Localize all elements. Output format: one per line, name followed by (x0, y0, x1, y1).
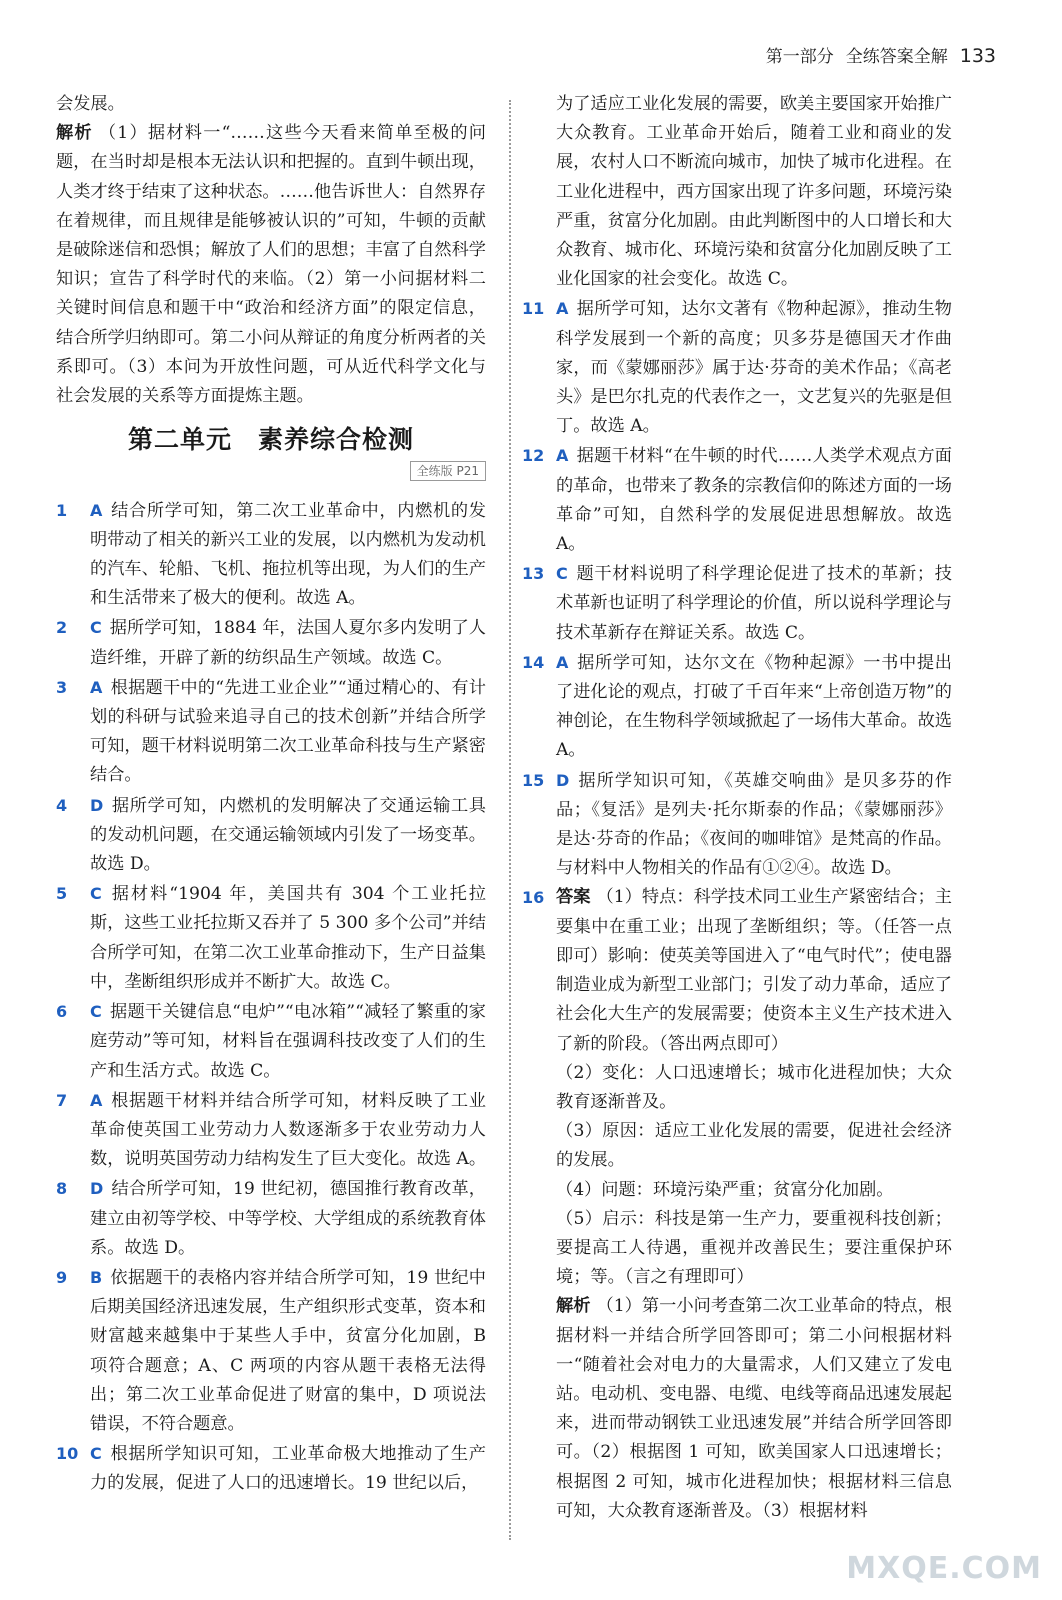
explanation-text: 据所学可知，达尔文著有《物种起源》，推动生物科学发展到一个新的高度；贝多芬是德国天才作曲家，而《蒙娜丽莎》属于达·芬奇的美术作品；《高老头》是巴尔扎克的代表作之一，文艺复兴的先驱是但丁。故选 A。 (556, 299, 952, 437)
question-body (90, 1439, 486, 1498)
explanation-text: 据题干材料“在牛顿的时代……人类学术观点方面的革命，也带来了教条的宗教信仰的陈述方面的一场革命”可知，自然科学的发展促进思想解放。故选 A。 (556, 446, 952, 555)
question-body (90, 1086, 486, 1175)
question-number: 15 (522, 770, 545, 790)
explanation-text: 题干材料说明了科学理论促进了技术的革新；技术革新也证明了科学理论的价值，所以说科学理论与技术革新存在辩证关系。故选 C。 (556, 564, 952, 643)
question-item (56, 879, 486, 997)
question-item (56, 1439, 486, 1498)
explanation-text: 据所学可知，达尔文在《物种起源》一书中提出了进化论的观点，打破了千百年来“上帝创造万物”的神创论，在生物科学领域掀起了一场伟大革命。故选 A。 (556, 652, 952, 761)
question-number: 11 (522, 299, 545, 319)
question-item (522, 559, 952, 648)
question-number: 13 (522, 564, 545, 584)
analysis-text: （1）据材料一“……这些今天看来简单至极的问题，在当时却是根本无法认识和把握的。直到牛顿出现，人类才终于结束了这种状态。……他告诉世人：自然界存在着规律，而且规律是能够被认识的”可知，牛顿的贡献是破除迷信和恐惧；解放了人们的思想；丰富了自然科学知识；宣告了科学时代的来临。（2）第一小问据材料二关键时间信息和题干中“政治和经济方面”的限定信息，结合所学归纳即可。第二小问从辩证的角度分析两者的关系即可。（3）本问为开放性问题，可从近代科学文化与社会发展的关系等方面提炼主题。 (56, 123, 486, 407)
question-number: 8 (56, 1179, 68, 1199)
unit-title: 第二单元 素养综合检测 (127, 425, 414, 455)
answer-choice: A (556, 446, 569, 466)
question-body (556, 648, 952, 766)
explanation-text: 依据题干的表格内容并结合所学可知，19 世纪中后期美国经济迅速发展，生产组织形式变革，资本和财富越来越集中于某些人手中，贫富分化加剧，B 项符合题意；A、C 两项的内容从题干表格无法得出；第二次工业革命促进了财富的集中，D 项说法错误，不符合题意。 (90, 1267, 486, 1434)
question-item (56, 1174, 486, 1263)
question-item (56, 613, 486, 672)
column-divider (509, 100, 511, 1540)
question-16 (522, 883, 952, 1525)
question-item (56, 673, 486, 791)
intro-tail: 会发展。 (56, 94, 125, 114)
explanation-text: 结合所学可知，19 世纪初，德国推行教育改革，建立由初等学校、中等学校、大学组成的系统教育体系。故选 D。 (90, 1179, 486, 1258)
answer-choice: A (556, 299, 569, 319)
intro-analysis (56, 119, 486, 411)
question-number: 6 (56, 1002, 68, 1022)
right-answer-list (522, 294, 952, 883)
q16-part2: （2）变化：人口迅速增长；城市化进程加快；大众教育逐渐普及。 (556, 1062, 952, 1112)
q16-part1 (556, 883, 952, 1058)
page-header (766, 42, 996, 67)
question-body (556, 766, 952, 884)
question-number: 3 (56, 677, 68, 697)
question-body (556, 441, 952, 559)
left-answer-list (56, 496, 486, 1499)
question-number: 4 (56, 795, 68, 815)
explanation-text: 结合所学可知，第二次工业革命中，内燃机的发明带动了相关的新兴工业的发展，以内燃机为发动机的汽车、轮船、飞机、拖拉机等出现，为人们的生产和生活带来了极大的便利。故选 A。 (90, 500, 486, 609)
analysis-label: 解析 (56, 123, 93, 144)
question-body (90, 1174, 486, 1263)
q16-part4: （4）问题：环境污染严重；贫富分化加剧。 (556, 1179, 894, 1200)
page-number: 133 (959, 45, 996, 67)
question-number: 5 (56, 884, 68, 904)
question-body (556, 559, 952, 648)
question-item (522, 441, 952, 559)
question-body (556, 883, 952, 1525)
question-number: 7 (56, 1090, 68, 1110)
question-body (90, 613, 486, 672)
watermark-logo: MXQE.COM (846, 1551, 1042, 1586)
question-item (56, 997, 486, 1086)
q16-part5: （5）启示：科技是第一生产力，要重视科技创新；要提高工人待遇，重视并改善民生；要注重保护环境；等。（言之有理即可） (556, 1208, 952, 1288)
answer-choice: B (90, 1267, 103, 1287)
question-number: 1 (56, 500, 68, 520)
explanation-text: 据所学可知，内燃机的发明解决了交通运输工具的发动机问题，在交通运输领域内引发了一场变革。故选 D。 (90, 795, 486, 875)
question-number: 9 (56, 1267, 68, 1287)
left-column (56, 90, 486, 1499)
explanation-text: 根据所学知识可知，工业革命极大地推动了生产力的发展，促进了人口的迅速增长。19 世纪以后， (90, 1444, 486, 1494)
right-column (522, 90, 952, 1526)
q16-analysis-text: （1）第一小问考查第二次工业革命的特点，根据材料一并结合所学回答即可；第二小问根据材料一“随着社会对电力的大量需求，人们又建立了发电站。电动机、变电器、电缆、电线等商品迅速发展起来，进而带动钢铁工业迅速发展”并结合所学回答即可。（2）根据图 1 可知，欧美国家人口迅速增长；根据图 2 可知，城市化进程加快；根据材料三信息可知，大众教育逐渐普及。（3）根据材料 (556, 1296, 952, 1521)
question-body (90, 1263, 486, 1439)
question-item (56, 1086, 486, 1175)
explanation-text: 据所学知识可知，《英雄交响曲》是贝多芬的作品；《复活》是列夫·托尔斯泰的作品；《蒙娜丽莎》是达·芬奇的作品；《夜间的咖啡馆》是梵高的作品。与材料中人物相关的作品有①②④。故选 D。 (556, 770, 952, 879)
answer-choice: C (556, 564, 568, 584)
analysis-label: 解析 (556, 1296, 591, 1317)
question-number: 10 (56, 1444, 79, 1464)
explanation-text: 根据题干材料并结合所学可知，材料反映了工业革命使英国工业劳动力人数逐渐多于农业劳动力人数，说明英国劳动力结构发生了巨大变化。故选 A。 (90, 1090, 487, 1170)
answer-choice: A (556, 652, 569, 672)
question-item (56, 496, 486, 614)
question-item (522, 766, 952, 884)
answer-choice: A (90, 1090, 103, 1110)
q16-part1-text: （1）特点：科学技术同工业生产紧密结合；主要集中在重工业；出现了垄断组织；等。（任答一点即可）影响：使英美等国进入了“电气时代”；使电器制造业成为新型工业部门；引发了动力革命，适应了社会化大生产的发展需要；使资本主义生产技术进入了新的阶段。（答出两点即可） (556, 887, 952, 1054)
unit-ref-badge: 全练版 P21 (410, 461, 486, 481)
q16-part3: （3）原因：适应工业化发展的需要，促进社会经济的发展。 (556, 1121, 952, 1171)
question-number: 16 (522, 888, 545, 908)
explanation-text: 据题干关键信息“电炉”“电冰箱”“减轻了繁重的家庭劳动”等可知，材料旨在强调科技改变了人们的生产和生活方式。故选 C。 (90, 1002, 486, 1081)
book-title: 全练答案全解 (845, 47, 948, 67)
q16-analysis (556, 1292, 952, 1526)
question-item (522, 648, 952, 766)
answer-choice: D (556, 770, 570, 790)
question-number: 12 (522, 446, 545, 466)
answer-label: 答案 (556, 887, 591, 908)
unit-reference (56, 456, 486, 485)
explanation-text: 据材料“1904 年，美国共有 304 个工业托拉斯，这些工业托拉斯又吞并了 5 300 多个公司”并结合所学可知，在第二次工业革命推动下，生产日益集中，垄断组织形成并不断扩大。故选 C。 (90, 884, 486, 992)
answer-choice: C (90, 1002, 102, 1022)
section-label: 第一部分 (765, 47, 834, 67)
question-body (90, 997, 486, 1086)
question-body (556, 294, 952, 441)
question-body (90, 496, 486, 614)
answer-choice: A (90, 677, 103, 697)
question-body (90, 791, 486, 880)
answer-choice: D (90, 1179, 104, 1199)
q10-continuation: 为了适应工业化发展的需要，欧美主要国家开始推广大众教育。工业革命开始后，随着工业和商业的发展，农村人口不断流向城市，加快了城市化进程。在工业化进程中，西方国家出现了许多问题，环境污染严重，贫富分化加剧。由此判断图中的人口增长和大众教育、城市化、环境污染和贫富分化加剧反映了工业化国家的社会变化。故选 C。 (556, 94, 952, 290)
answer-choice: D (90, 795, 104, 815)
question-item (56, 791, 486, 880)
question-item (56, 1263, 486, 1439)
question-number: 14 (522, 652, 545, 672)
question-number: 2 (56, 618, 68, 638)
answer-choice: C (90, 884, 102, 904)
answer-choice: C (90, 1444, 102, 1464)
question-body (90, 879, 486, 997)
explanation-text: 根据题干中的“先进工业企业”“通过精心的、有计划的科研与试验来追寻自己的技术创新”并结合所学可知，题干材料说明第二次工业革命科技与生产紧密结合。 (90, 677, 486, 786)
answer-choice: C (90, 618, 102, 638)
question-item (522, 294, 952, 441)
explanation-text: 据所学可知，1884 年，法国人夏尔多内发明了人造纤维，开辟了新的纺织品生产领域。故选 C。 (90, 618, 486, 668)
answer-choice: A (90, 500, 103, 520)
question-body (90, 673, 486, 791)
